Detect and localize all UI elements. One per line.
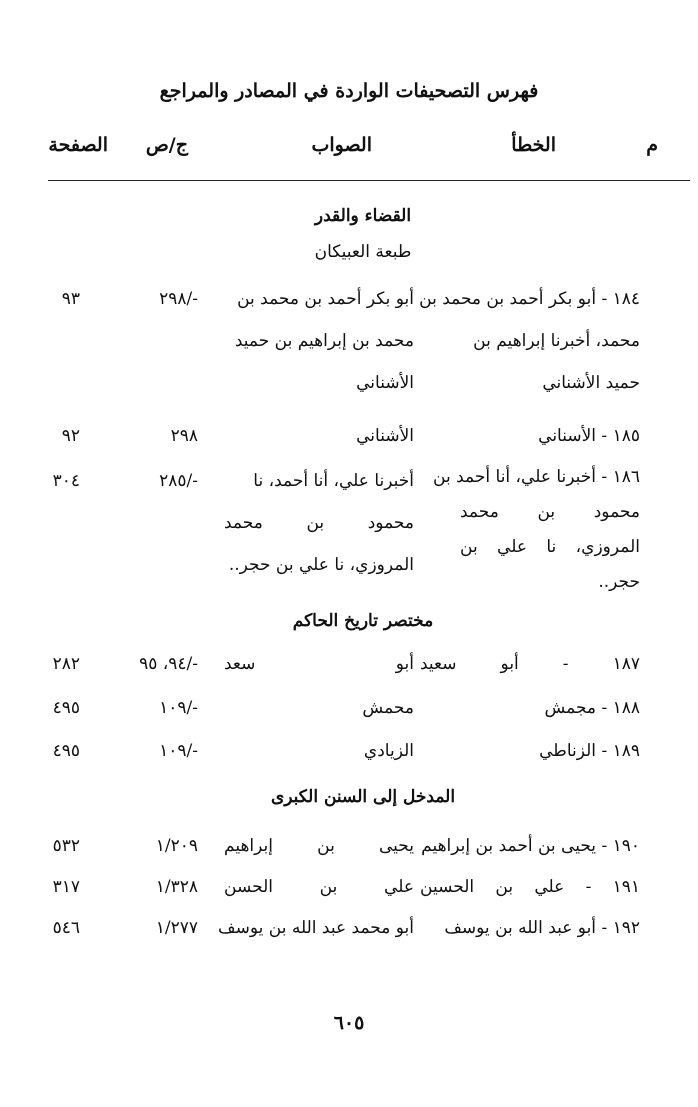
- wrong-cell: [420, 687, 640, 729]
- col-header-wrong: الخطأ: [511, 134, 556, 156]
- wrong-cell: [420, 866, 640, 908]
- right-cell: [224, 866, 414, 908]
- cell-line: يحيى بن إبراهيم: [224, 836, 414, 856]
- cell-line: الأشناني: [356, 426, 414, 446]
- cell-line: حميد الأشناني: [542, 373, 640, 393]
- vol-cell: -/١٠٩: [159, 741, 198, 761]
- table-header: [0, 134, 698, 160]
- section-title: المدخل إلى السنن الكبرى: [270, 787, 456, 807]
- section-title: القضاء والقدر: [314, 206, 412, 226]
- section-title: مختصر تاريخ الحاكم: [292, 611, 434, 631]
- col-header-vol: ج/ص: [145, 134, 188, 156]
- col-header-num: م: [646, 134, 658, 156]
- page-cell: ٤٩٥: [52, 741, 80, 761]
- cell-line: ١٩٠ - يحيى بن أحمد بن إبراهيم: [421, 836, 640, 856]
- cell-line: ١٨٧ - أبو سعيد: [420, 654, 640, 674]
- right-cell: [224, 643, 414, 685]
- cell-line: ١٩٢ - أبو عبد الله بن يوسف: [444, 918, 640, 938]
- cell-line: أبو بكر أحمد بن محمد بن: [237, 289, 414, 309]
- cell-line: محمود بن محمد: [224, 513, 414, 533]
- page-cell: ٣١٧: [52, 877, 80, 897]
- cell-line: ١٨٨ - مجمش: [544, 698, 640, 718]
- page-cell: ٥٤٦: [52, 918, 80, 938]
- cell-line: ١٨٤ - أبو بكر أحمد بن محمد بن: [419, 289, 640, 309]
- vol-cell: ١/٢٧٧: [155, 918, 198, 938]
- cell-line: المروزي، نا علي بن: [460, 537, 640, 557]
- page-cell: ٩٢: [61, 426, 80, 446]
- vol-cell: ١/٣٢٨: [155, 877, 198, 897]
- cell-line: محمود بن محمد: [460, 502, 640, 522]
- right-cell: [224, 687, 414, 729]
- wrong-cell: [420, 643, 640, 685]
- cell-line: ١٩١ - علي بن الحسين: [420, 877, 640, 897]
- wrong-cell: [420, 825, 640, 867]
- cell-line: الزيادي: [363, 741, 414, 761]
- page-cell: ٩٣: [61, 289, 80, 309]
- page-cell: ٢٨٢: [52, 654, 80, 674]
- cell-line: أخبرنا علي، أنا أحمد، نا: [253, 471, 414, 491]
- cell-line: محمش: [362, 698, 414, 718]
- cell-line: محمد، أخبرنا إبراهيم بن: [473, 331, 640, 351]
- cell-line: ١٨٥ - الأسناني: [538, 426, 640, 446]
- cell-line: حجر..: [598, 572, 640, 592]
- col-header-right: الصواب: [311, 134, 372, 156]
- cell-line: ١٨٦ - أخبرنا علي، أنا أحمد بن: [433, 467, 640, 487]
- wrong-cell: [420, 907, 640, 949]
- vol-cell: -/٢٨٥: [159, 471, 198, 491]
- page-number: ٦٠٥: [333, 1012, 365, 1034]
- section-subtitle: طبعة العبيكان: [314, 242, 412, 262]
- right-cell: [218, 907, 414, 949]
- wrong-cell: [420, 460, 640, 600]
- page-cell: ٤٩٥: [52, 698, 80, 718]
- vol-cell: -/٩٤، ٩٥: [139, 654, 198, 674]
- cell-line: أبو سعد: [224, 654, 414, 674]
- cell-line: الأشناني: [356, 373, 414, 393]
- cell-line: المروزي، نا علي بن حجر..: [228, 555, 414, 575]
- cell-line: ١٨٩ - الزناطي: [539, 741, 640, 761]
- running-head: فهرس التصحيفات الواردة في المصادر والمراجع: [159, 80, 539, 102]
- page-cell: ٥٣٢: [52, 836, 80, 856]
- col-header-page: الصفحة: [48, 134, 108, 156]
- wrong-cell: [420, 730, 640, 772]
- right-cell: [224, 278, 414, 404]
- right-cell: [224, 825, 414, 867]
- vol-cell: ٢٩٨: [170, 426, 198, 446]
- right-cell: [224, 415, 414, 457]
- cell-line: علي بن الحسن: [224, 877, 414, 897]
- wrong-cell: [420, 278, 640, 404]
- right-cell: [224, 460, 414, 586]
- vol-cell: ١/٢٠٩: [155, 836, 198, 856]
- page-cell: ٣٠٤: [52, 471, 80, 491]
- cell-line: محمد بن إبراهيم بن حميد: [234, 331, 414, 351]
- cell-line: أبو محمد عبد الله بن يوسف: [218, 918, 414, 938]
- vol-cell: -/٢٩٨: [159, 289, 198, 309]
- wrong-cell: [420, 415, 640, 457]
- vol-cell: -/١٠٩: [159, 698, 198, 718]
- right-cell: [224, 730, 414, 772]
- header-rule: [48, 180, 690, 181]
